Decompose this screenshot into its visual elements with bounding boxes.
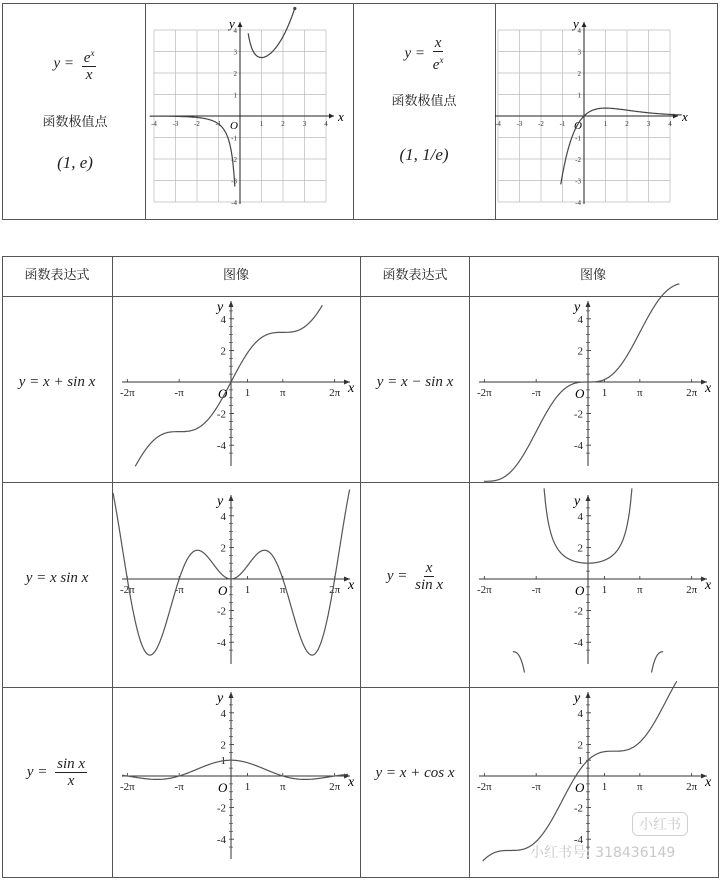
table-row-divider-1 [2, 482, 718, 483]
y-tick-label: 4 [220, 707, 226, 720]
x-tick-label: -1 [215, 120, 222, 128]
origin-label: O [574, 120, 582, 132]
y-axis-label: y [574, 300, 581, 315]
y-axis-arrow [238, 22, 243, 27]
curve-endpoint [293, 7, 296, 10]
formula-exp-over-x: y = $\frac{e^x}{x}$ [10, 45, 140, 83]
x-tick-label: 3 [646, 120, 651, 128]
y-tick-label: -2 [573, 605, 583, 618]
y-tick-label: 2 [220, 542, 226, 555]
graph-x-minus-sinx [471, 298, 716, 481]
y-tick-label: 1 [233, 91, 237, 100]
origin-label: O [218, 386, 228, 401]
y-tick-label: -3 [231, 177, 237, 186]
formula-sinx-over-x: y = $\frac{\text{sin x}}{x}$ [26, 756, 86, 789]
y-tick-label: 4 [577, 510, 583, 523]
y-axis-arrow [229, 495, 234, 501]
y-tick-label: -2 [231, 156, 237, 164]
x-tick-label: -3 [172, 120, 179, 128]
y-tick-label: 2 [577, 345, 583, 358]
extremum-label: 函数极值点 [391, 94, 457, 109]
origin-label: O [575, 583, 585, 598]
x-tick-label: 1 [244, 781, 251, 793]
x-tick-label: -π [531, 781, 541, 793]
origin-label: O [575, 780, 585, 795]
watermark-badge: 小红书 [632, 812, 688, 836]
y-axis-label: y [217, 300, 224, 315]
x-tick-label: -π [174, 584, 184, 596]
y-tick-label: 2 [220, 345, 226, 358]
curve-right-arc [652, 652, 664, 673]
x-tick-label: -2 [194, 120, 200, 128]
curve [135, 305, 322, 466]
y-tick-label: -2 [575, 156, 581, 164]
y-axis-label: y [574, 691, 581, 706]
x-tick-label: -2π [476, 781, 492, 793]
y-tick-label: -3 [575, 177, 581, 186]
y-tick-label: -4 [216, 440, 226, 453]
graph-x-over-exp [495, 6, 714, 214]
origin-label: O [218, 583, 228, 598]
curve-positive-branch [248, 9, 294, 58]
x-tick-label: 1 [601, 781, 608, 793]
x-tick-label: 1 [244, 584, 251, 596]
x-tick-label: -π [531, 387, 541, 399]
y-tick-label: 4 [220, 313, 226, 326]
graph-sinx-over-x [114, 689, 359, 875]
x-axis-label: x [348, 578, 355, 593]
y-axis-label: y [229, 16, 235, 31]
x-tick-label: 4 [324, 120, 328, 128]
y-axis-arrow [229, 301, 234, 307]
x-tick-label: π [637, 387, 643, 399]
y-tick-label: 2 [577, 542, 583, 555]
y-tick-label: 2 [233, 70, 237, 78]
graph-x-sinx [114, 484, 359, 686]
graph-x-over-sinx [471, 484, 716, 686]
y-tick-label: -4 [231, 199, 237, 207]
y-tick-label: 4 [233, 27, 237, 35]
origin-label: O [575, 386, 585, 401]
graph-x-plus-sinx [114, 298, 359, 481]
x-tick-label: -2π [476, 584, 492, 596]
x-tick-label: -3 [516, 120, 523, 128]
y-tick-label: 1 [220, 755, 226, 768]
y-tick-label: 4 [220, 510, 226, 523]
y-axis-arrow [586, 495, 591, 501]
x-axis-label: x [338, 109, 344, 124]
x-tick-label: 2π [686, 387, 698, 399]
curve-left-arc [513, 652, 525, 673]
y-axis-arrow [586, 692, 591, 698]
header-expression: 函数表达式 [382, 268, 448, 283]
x-axis-label: x [348, 381, 355, 396]
y-axis-label: y [574, 494, 581, 509]
table-row-divider-header [2, 296, 718, 297]
formula-x-over-sinx: y = $\frac{x}{\text{sin x}}$ [386, 560, 444, 593]
formula-x-minus-sinx: y = x − sin x [376, 374, 454, 390]
extremum-point: (1, 1/e) [399, 145, 449, 164]
header-graph: 图像 [222, 268, 249, 283]
x-tick-label: π [637, 781, 643, 793]
x-axis-label: x [705, 775, 712, 790]
y-tick-label: 2 [577, 739, 583, 752]
x-tick-label: 2π [329, 781, 341, 793]
x-tick-label: 1 [601, 584, 608, 596]
formula-x-over-exp: y = $\frac{x}{e^x}$ [404, 35, 444, 73]
y-tick-label: -2 [573, 408, 583, 421]
y-tick-label: 4 [577, 313, 583, 326]
y-axis-arrow [582, 22, 587, 27]
y-tick-label: 3 [233, 48, 237, 57]
y-axis-arrow [586, 301, 591, 307]
x-tick-label: π [280, 781, 286, 793]
x-tick-label: 2π [686, 584, 698, 596]
header-graph: 图像 [579, 268, 606, 283]
x-axis-label: x [705, 578, 712, 593]
x-tick-label: -π [174, 387, 184, 399]
x-tick-label: π [280, 584, 286, 596]
x-tick-label: π [637, 584, 643, 596]
y-axis-label: y [217, 494, 224, 509]
y-tick-label: -2 [216, 605, 226, 618]
y-tick-label: -4 [573, 440, 583, 453]
y-tick-label: -2 [573, 802, 583, 815]
y-tick-label: -4 [216, 637, 226, 650]
table-col-divider-1 [112, 256, 113, 877]
x-tick-label: -2π [476, 387, 492, 399]
x-tick-label: -4 [151, 120, 157, 128]
formula-x-plus-sinx: y = x + sin x [18, 374, 96, 390]
x-tick-label: -1 [559, 120, 566, 128]
y-tick-label: -4 [573, 637, 583, 650]
x-tick-label: -π [531, 584, 541, 596]
y-tick-label: 1 [577, 755, 583, 768]
y-tick-label: -4 [575, 199, 581, 207]
y-tick-label: 3 [577, 48, 581, 57]
x-tick-label: 2 [625, 120, 629, 128]
x-tick-label: 4 [668, 120, 672, 128]
x-tick-label: -π [174, 781, 184, 793]
y-axis-label: y [573, 16, 579, 31]
x-tick-label: -2 [538, 120, 544, 128]
y-tick-label: -1 [575, 134, 581, 143]
top-divider-2 [353, 3, 354, 219]
x-axis-label: x [705, 381, 712, 396]
y-tick-label: -4 [573, 834, 583, 847]
header-expression: 函数表达式 [24, 268, 90, 283]
x-tick-label: 3 [302, 120, 307, 128]
y-tick-label: -2 [216, 408, 226, 421]
table-row-divider-2 [2, 687, 718, 688]
y-tick-label: 2 [220, 739, 226, 752]
curve-negative-branch [150, 116, 235, 186]
x-tick-label: 1 [259, 120, 264, 128]
x-tick-label: 1 [244, 387, 251, 399]
x-tick-label: π [280, 387, 286, 399]
x-tick-label: 2π [329, 387, 341, 399]
x-tick-label: 2π [686, 781, 698, 793]
x-axis-label: x [682, 109, 688, 124]
top-divider-3 [495, 3, 496, 219]
extremum-label: 函数极值点 [42, 115, 108, 130]
x-tick-label: 2π [329, 584, 341, 596]
y-tick-label: -4 [216, 834, 226, 847]
origin-label: O [230, 120, 238, 132]
y-tick-label: -1 [231, 134, 237, 143]
y-tick-label: 4 [577, 27, 581, 35]
top-divider-1 [145, 3, 146, 219]
y-tick-label: -2 [216, 802, 226, 815]
watermark-text: 小红书号: 318436149 [530, 845, 676, 861]
x-tick-label: 1 [601, 387, 608, 399]
x-tick-label: -4 [495, 120, 501, 128]
x-tick-label: -2π [119, 387, 135, 399]
x-tick-label: 1 [603, 120, 608, 128]
x-tick-label: -2π [119, 781, 135, 793]
y-tick-label: 1 [577, 91, 581, 100]
curve [122, 760, 348, 779]
formula-x-sinx: y = x sin x [25, 570, 89, 586]
x-tick-label: 2 [281, 120, 285, 128]
y-axis-arrow [229, 692, 234, 698]
y-tick-label: 4 [577, 707, 583, 720]
formula-x-plus-cosx: y = x + cos x [375, 765, 455, 781]
y-tick-label: 2 [577, 70, 581, 78]
graph-exp-over-x [148, 6, 351, 214]
extremum-point: (1, e) [57, 153, 93, 172]
x-axis-arrow [329, 114, 334, 119]
y-axis-label: y [217, 691, 224, 706]
x-tick-label: -2π [119, 584, 135, 596]
x-axis-label: x [348, 775, 355, 790]
origin-label: O [218, 780, 228, 795]
